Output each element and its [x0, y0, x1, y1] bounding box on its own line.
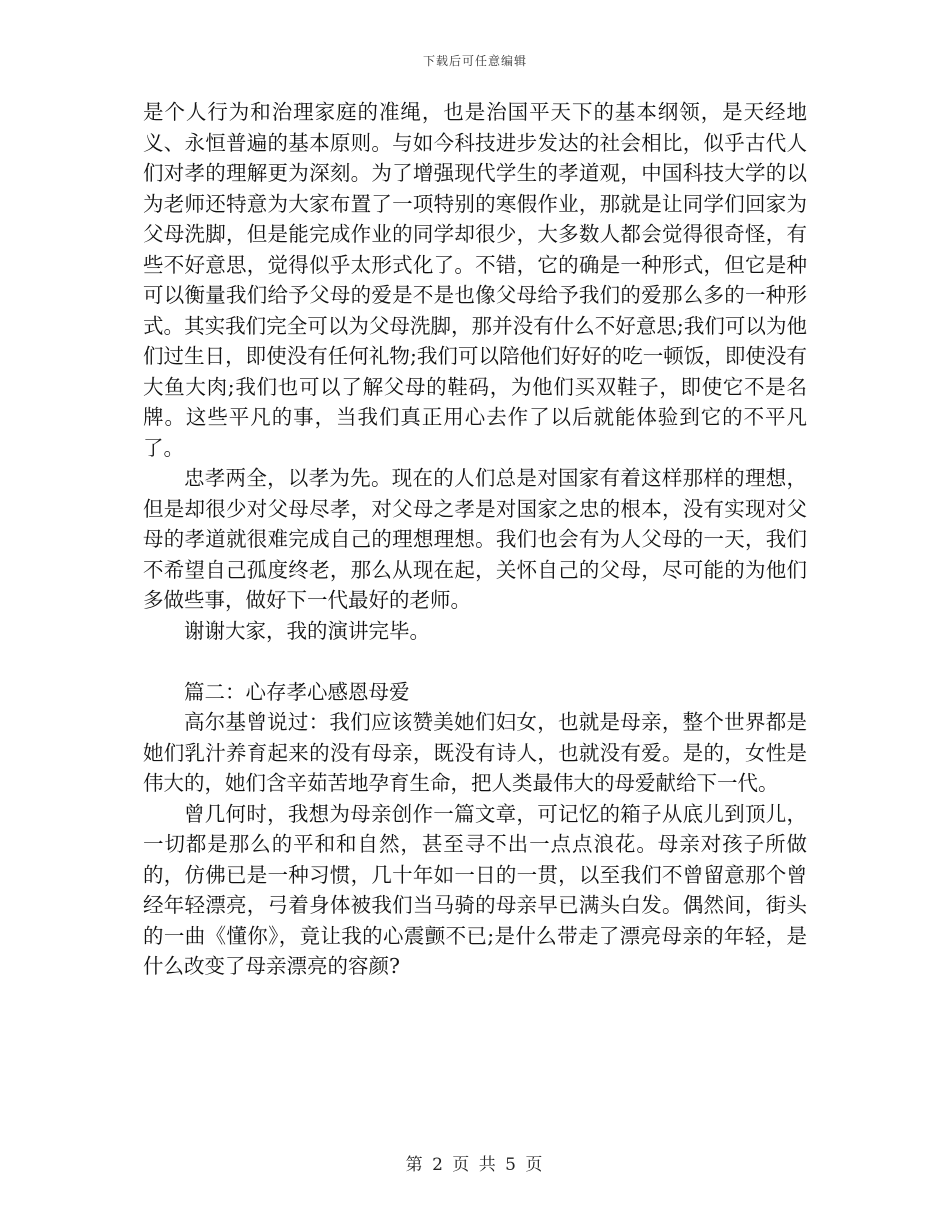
paragraph-closing-thanks: 谢谢大家，我的演讲完毕。	[184, 618, 430, 643]
page-header: 下载后可任意编辑	[422, 54, 527, 68]
paragraph-loyalty-filial: 忠孝两全，以孝为先。现在的人们总是对国家有着这样那样的理想，但是却很少对父母尽孝，对父母之孝是对国家之忠的根本，没有实现对父母的孝道就很难完成自己的理想理想。我们也会有为人父母的一天，我们不希望自己孤度终老，那么从现在起，关怀自己的父母，尽可能的为他们多做些事，做好下一代最好的老师。	[143, 466, 807, 612]
paragraph-memory: 曾几何时，我想为母亲创作一篇文章，可记忆的箱子从底儿到顶儿，一切都是那么的平和和自然，甚至寻不出一点点浪花。母亲对孩子所做的，仿佛已是一种习惯，几十年如一日的一贯，以至我们不曾留意那个曾经年轻漂亮，弓着身体被我们当马骑的母亲早已满头白发。偶然间，街头的一曲《懂你》，竟让我的心震颤不已;是什么带走了漂亮母亲的年轻，是什么改变了母亲漂亮的容颜?	[143, 801, 807, 978]
paragraph-continuation: 是个人行为和治理家庭的准绳，也是治国平天下的基本纲领，是天经地义、永恒普遍的基本原则。与如今科技进步发达的社会相比，似乎古代人们对孝的理解更为深刻。为了增强现代学生的孝道观，中国科技大学的以为老师还特意为大家布置了一项特别的寒假作业，那就是让同学们回家为父母洗脚，但是能完成作业的同学却很少，大多数人都会觉得很奇怪，有些不好意思，觉得似乎太形式化了。不错，它的确是一种形式，但它是种可以衡量我们给予父母的爱是不是也像父母给予我们的爱那么多的一种形式。其实我们完全可以为父母洗脚，那并没有什么不好意思;我们可以为他们过生日，即使没有任何礼物;我们可以陪他们好好的吃一顿饭，即使没有大鱼大肉;我们也可以了解父母的鞋码，为他们买双鞋子，即使它不是名牌。这些平凡的事，当我们真正用心去作了以后就能体验到它的不平凡了。	[143, 100, 807, 460]
paragraph-gorky-quote: 高尔基曾说过：我们应该赞美她们妇女，也就是母亲，整个世界都是她们乳汁养育起来的没有母亲，既没有诗人，也就没有爱。是的，女性是伟大的，她们含辛茹苦地孕育生命，把人类最伟大的母爱献给下一代。	[143, 710, 807, 795]
page-number: 第 2 页 共 5 页	[405, 1155, 545, 1175]
document-body	[143, 97, 807, 982]
section-heading: 篇二：心存孝心感恩母爱	[184, 679, 410, 704]
